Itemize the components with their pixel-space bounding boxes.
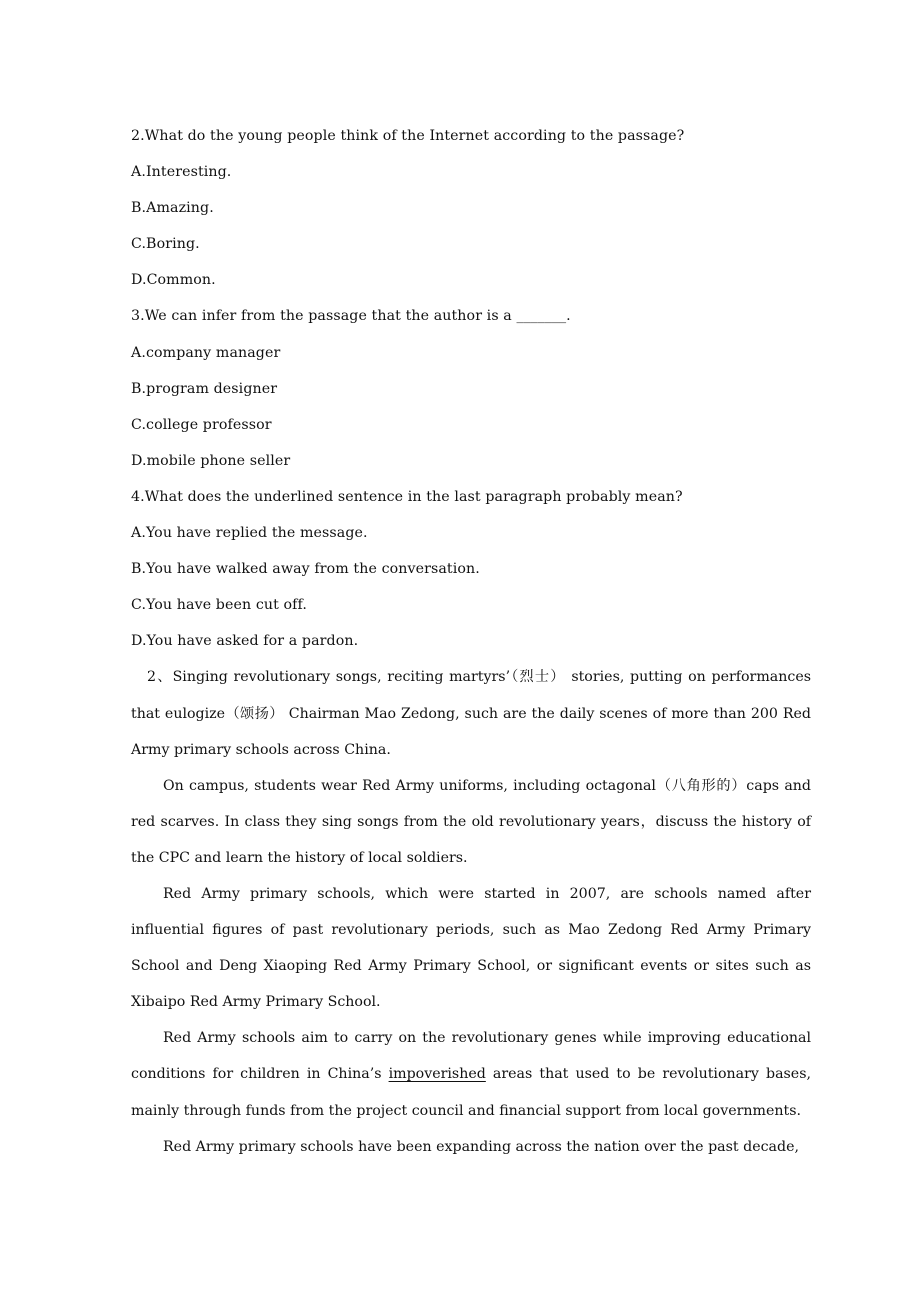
question-stem: 2.What do the young people think of the Internet according to the passage? bbox=[131, 128, 685, 144]
question-4 bbox=[131, 479, 811, 659]
option-a: A.Interesting. bbox=[131, 164, 232, 181]
option-d: D.mobile phone seller bbox=[131, 452, 291, 469]
document-page bbox=[131, 118, 811, 1165]
option-b: B.You have walked away from the conversation. bbox=[131, 561, 480, 578]
passage-paragraph-4 bbox=[131, 1020, 811, 1128]
option-d: D.You have asked for a pardon. bbox=[131, 633, 359, 650]
passage-paragraph-1: 2、Singing revolutionary songs, reciting martyrs’（烈士） stories, putting on performances that eulogize（颂扬） Chairman Mao Zedong, such are the daily scenes of more than 200 Red Army primary schools across China. bbox=[131, 669, 811, 758]
question-3 bbox=[131, 298, 811, 478]
question-stem bbox=[131, 298, 811, 334]
option-c: C.Boring. bbox=[131, 236, 200, 253]
underlined-word: impoverished bbox=[388, 1066, 486, 1083]
answer-blank: _______ bbox=[516, 308, 567, 325]
option-c: C.You have been cut off. bbox=[131, 597, 307, 614]
question-stem-text: 3.We can infer from the passage that the author is a bbox=[131, 308, 517, 325]
paragraph-text-end: areas that used to be revolutionary bases, mainly through funds from the project council and financial support from local governments. bbox=[131, 1066, 811, 1119]
question-stem-end: . bbox=[566, 308, 571, 325]
passage-paragraph-5: Red Army primary schools have been expanding across the nation over the past decade, bbox=[163, 1138, 799, 1155]
option-a: A.You have replied the message. bbox=[131, 525, 368, 542]
paragraph-text: Red Army schools aim to carry on the revolutionary genes while improving educational conditions for children in China’s bbox=[131, 1030, 811, 1083]
option-a: A.company manager bbox=[131, 344, 281, 361]
option-b: B.program designer bbox=[131, 380, 278, 397]
passage-paragraph-3: Red Army primary schools, which were started in 2007, are schools named after influential figures of past revolutionary periods, such as Mao Zedong Red Army Primary School and Deng Xiaoping Red Army Primary School, or significant events or sites such as Xibaipo Red Army Primary School. bbox=[131, 885, 811, 1011]
option-b: B.Amazing. bbox=[131, 200, 214, 217]
question-stem: 4.What does the underlined sentence in the last paragraph probably mean? bbox=[131, 488, 683, 505]
question-2 bbox=[131, 118, 811, 298]
reading-passage bbox=[131, 659, 811, 1164]
option-d: D.Common. bbox=[131, 272, 216, 289]
passage-paragraph-2: On campus, students wear Red Army uniforms, including octagonal（八角形的）caps and red scarves. In class they sing songs from the old revolutionary years，discuss the history of the CPC and learn the history of local soldiers. bbox=[131, 777, 811, 866]
option-c: C.college professor bbox=[131, 416, 272, 433]
